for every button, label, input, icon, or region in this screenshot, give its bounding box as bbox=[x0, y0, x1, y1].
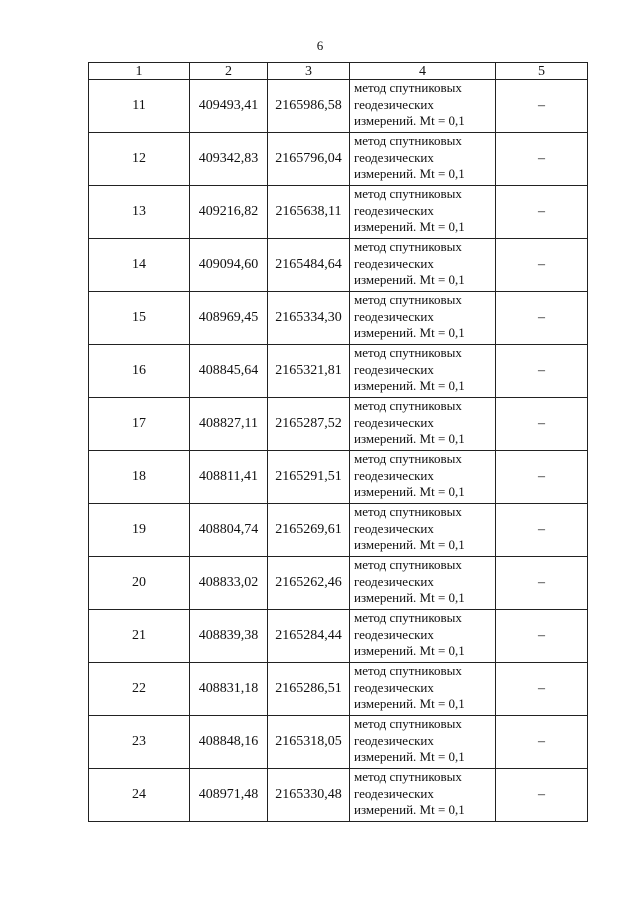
x-coordinate-cell: 408848,16 bbox=[190, 716, 268, 769]
note-cell: – bbox=[496, 292, 588, 345]
y-coordinate-cell: 2165318,05 bbox=[268, 716, 350, 769]
method-text-line: измерений. Mt = 0,1 bbox=[354, 696, 465, 711]
table-row bbox=[89, 345, 588, 398]
x-coordinate-cell: 408839,38 bbox=[190, 610, 268, 663]
method-text-line: измерений. Mt = 0,1 bbox=[354, 590, 465, 605]
x-coordinate-cell: 408833,02 bbox=[190, 557, 268, 610]
table-row bbox=[89, 133, 588, 186]
point-number-cell: 14 bbox=[89, 239, 190, 292]
x-coordinate-cell: 409216,82 bbox=[190, 186, 268, 239]
y-coordinate-cell: 2165291,51 bbox=[268, 451, 350, 504]
table-row bbox=[89, 769, 588, 822]
table-row bbox=[89, 663, 588, 716]
method-text-line: измерений. Mt = 0,1 bbox=[354, 378, 465, 393]
table-row bbox=[89, 239, 588, 292]
note-cell: – bbox=[496, 769, 588, 822]
y-coordinate-cell: 2165796,04 bbox=[268, 133, 350, 186]
y-coordinate-cell: 2165986,58 bbox=[268, 80, 350, 133]
y-coordinate-cell: 2165484,64 bbox=[268, 239, 350, 292]
method-cell bbox=[350, 80, 496, 133]
method-cell bbox=[350, 610, 496, 663]
note-cell: – bbox=[496, 80, 588, 133]
x-coordinate-cell: 408831,18 bbox=[190, 663, 268, 716]
x-coordinate-cell: 408971,48 bbox=[190, 769, 268, 822]
method-cell bbox=[350, 663, 496, 716]
note-cell: – bbox=[496, 610, 588, 663]
table-row bbox=[89, 610, 588, 663]
note-cell: – bbox=[496, 716, 588, 769]
method-cell bbox=[350, 239, 496, 292]
page-number: 6 bbox=[316, 38, 324, 53]
y-coordinate-cell: 2165330,48 bbox=[268, 769, 350, 822]
table-row bbox=[89, 557, 588, 610]
x-coordinate-cell: 408969,45 bbox=[190, 292, 268, 345]
column-header-3: 3 bbox=[268, 63, 350, 80]
column-header-1: 1 bbox=[89, 63, 190, 80]
column-header-2: 2 bbox=[190, 63, 268, 80]
method-cell bbox=[350, 451, 496, 504]
note-cell: – bbox=[496, 345, 588, 398]
method-text-line: измерений. Mt = 0,1 bbox=[354, 272, 465, 287]
method-text-line: метод спутниковых bbox=[354, 451, 462, 466]
x-coordinate-cell: 409094,60 bbox=[190, 239, 268, 292]
method-text-line: измерений. Mt = 0,1 bbox=[354, 643, 465, 658]
method-text-line: метод спутниковых bbox=[354, 186, 462, 201]
point-number-cell: 15 bbox=[89, 292, 190, 345]
method-text-line: геодезических bbox=[354, 520, 434, 536]
coordinates-table bbox=[88, 62, 588, 822]
point-number-cell: 13 bbox=[89, 186, 190, 239]
point-number-cell: 22 bbox=[89, 663, 190, 716]
table-row bbox=[89, 80, 588, 133]
method-text-line: геодезических bbox=[354, 573, 434, 589]
method-text-line: геодезических bbox=[354, 308, 434, 324]
method-text-line: геодезических bbox=[354, 732, 434, 748]
column-header-5: 5 bbox=[496, 63, 588, 80]
method-cell bbox=[350, 292, 496, 345]
method-text-line: измерений. Mt = 0,1 bbox=[354, 113, 465, 128]
method-text-line: геодезических bbox=[354, 467, 434, 483]
x-coordinate-cell: 409493,41 bbox=[190, 80, 268, 133]
note-cell: – bbox=[496, 663, 588, 716]
point-number-cell: 20 bbox=[89, 557, 190, 610]
method-cell bbox=[350, 398, 496, 451]
method-text-line: геодезических bbox=[354, 149, 434, 165]
method-cell bbox=[350, 716, 496, 769]
y-coordinate-cell: 2165321,81 bbox=[268, 345, 350, 398]
note-cell: – bbox=[496, 504, 588, 557]
note-cell: – bbox=[496, 398, 588, 451]
method-text-line: метод спутниковых bbox=[354, 239, 462, 254]
point-number-cell: 23 bbox=[89, 716, 190, 769]
method-text-line: метод спутниковых bbox=[354, 557, 462, 572]
x-coordinate-cell: 408804,74 bbox=[190, 504, 268, 557]
method-text-line: метод спутниковых bbox=[354, 716, 462, 731]
method-text-line: геодезических bbox=[354, 785, 434, 801]
y-coordinate-cell: 2165262,46 bbox=[268, 557, 350, 610]
point-number-cell: 11 bbox=[89, 80, 190, 133]
y-coordinate-cell: 2165638,11 bbox=[268, 186, 350, 239]
method-text-line: метод спутниковых bbox=[354, 769, 462, 784]
method-cell bbox=[350, 133, 496, 186]
y-coordinate-cell: 2165287,52 bbox=[268, 398, 350, 451]
method-text-line: метод спутниковых bbox=[354, 504, 462, 519]
method-cell bbox=[350, 557, 496, 610]
table-row bbox=[89, 451, 588, 504]
method-text-line: геодезических bbox=[354, 626, 434, 642]
note-cell: – bbox=[496, 451, 588, 504]
method-text-line: измерений. Mt = 0,1 bbox=[354, 166, 465, 181]
point-number-cell: 21 bbox=[89, 610, 190, 663]
y-coordinate-cell: 2165284,44 bbox=[268, 610, 350, 663]
method-text-line: геодезических bbox=[354, 202, 434, 218]
table-row bbox=[89, 504, 588, 557]
note-cell: – bbox=[496, 557, 588, 610]
method-text-line: метод спутниковых bbox=[354, 398, 462, 413]
method-cell bbox=[350, 345, 496, 398]
note-cell: – bbox=[496, 239, 588, 292]
x-coordinate-cell: 408845,64 bbox=[190, 345, 268, 398]
method-text-line: геодезических bbox=[354, 679, 434, 695]
method-text-line: измерений. Mt = 0,1 bbox=[354, 484, 465, 499]
method-text-line: метод спутниковых bbox=[354, 133, 462, 148]
method-text-line: метод спутниковых bbox=[354, 610, 462, 625]
table-row bbox=[89, 398, 588, 451]
method-text-line: измерений. Mt = 0,1 bbox=[354, 325, 465, 340]
note-cell: – bbox=[496, 133, 588, 186]
method-text-line: метод спутниковых bbox=[354, 345, 462, 360]
table-header-row bbox=[89, 63, 588, 80]
method-text-line: геодезических bbox=[354, 361, 434, 377]
y-coordinate-cell: 2165334,30 bbox=[268, 292, 350, 345]
table-body bbox=[89, 80, 588, 822]
x-coordinate-cell: 409342,83 bbox=[190, 133, 268, 186]
method-text-line: измерений. Mt = 0,1 bbox=[354, 802, 465, 817]
point-number-cell: 17 bbox=[89, 398, 190, 451]
method-text-line: геодезических bbox=[354, 255, 434, 271]
x-coordinate-cell: 408811,41 bbox=[190, 451, 268, 504]
method-text-line: метод спутниковых bbox=[354, 292, 462, 307]
method-text-line: геодезических bbox=[354, 96, 434, 112]
y-coordinate-cell: 2165269,61 bbox=[268, 504, 350, 557]
y-coordinate-cell: 2165286,51 bbox=[268, 663, 350, 716]
method-text-line: измерений. Mt = 0,1 bbox=[354, 537, 465, 552]
method-cell bbox=[350, 504, 496, 557]
column-header-4: 4 bbox=[350, 63, 496, 80]
method-text-line: измерений. Mt = 0,1 bbox=[354, 431, 465, 446]
method-text-line: метод спутниковых bbox=[354, 663, 462, 678]
point-number-cell: 19 bbox=[89, 504, 190, 557]
table-row bbox=[89, 292, 588, 345]
method-text-line: измерений. Mt = 0,1 bbox=[354, 219, 465, 234]
method-cell bbox=[350, 769, 496, 822]
method-cell bbox=[350, 186, 496, 239]
method-text-line: геодезических bbox=[354, 414, 434, 430]
method-text-line: метод спутниковых bbox=[354, 80, 462, 95]
x-coordinate-cell: 408827,11 bbox=[190, 398, 268, 451]
point-number-cell: 12 bbox=[89, 133, 190, 186]
method-text-line: измерений. Mt = 0,1 bbox=[354, 749, 465, 764]
table-row bbox=[89, 186, 588, 239]
point-number-cell: 24 bbox=[89, 769, 190, 822]
point-number-cell: 18 bbox=[89, 451, 190, 504]
point-number-cell: 16 bbox=[89, 345, 190, 398]
note-cell: – bbox=[496, 186, 588, 239]
table-row bbox=[89, 716, 588, 769]
